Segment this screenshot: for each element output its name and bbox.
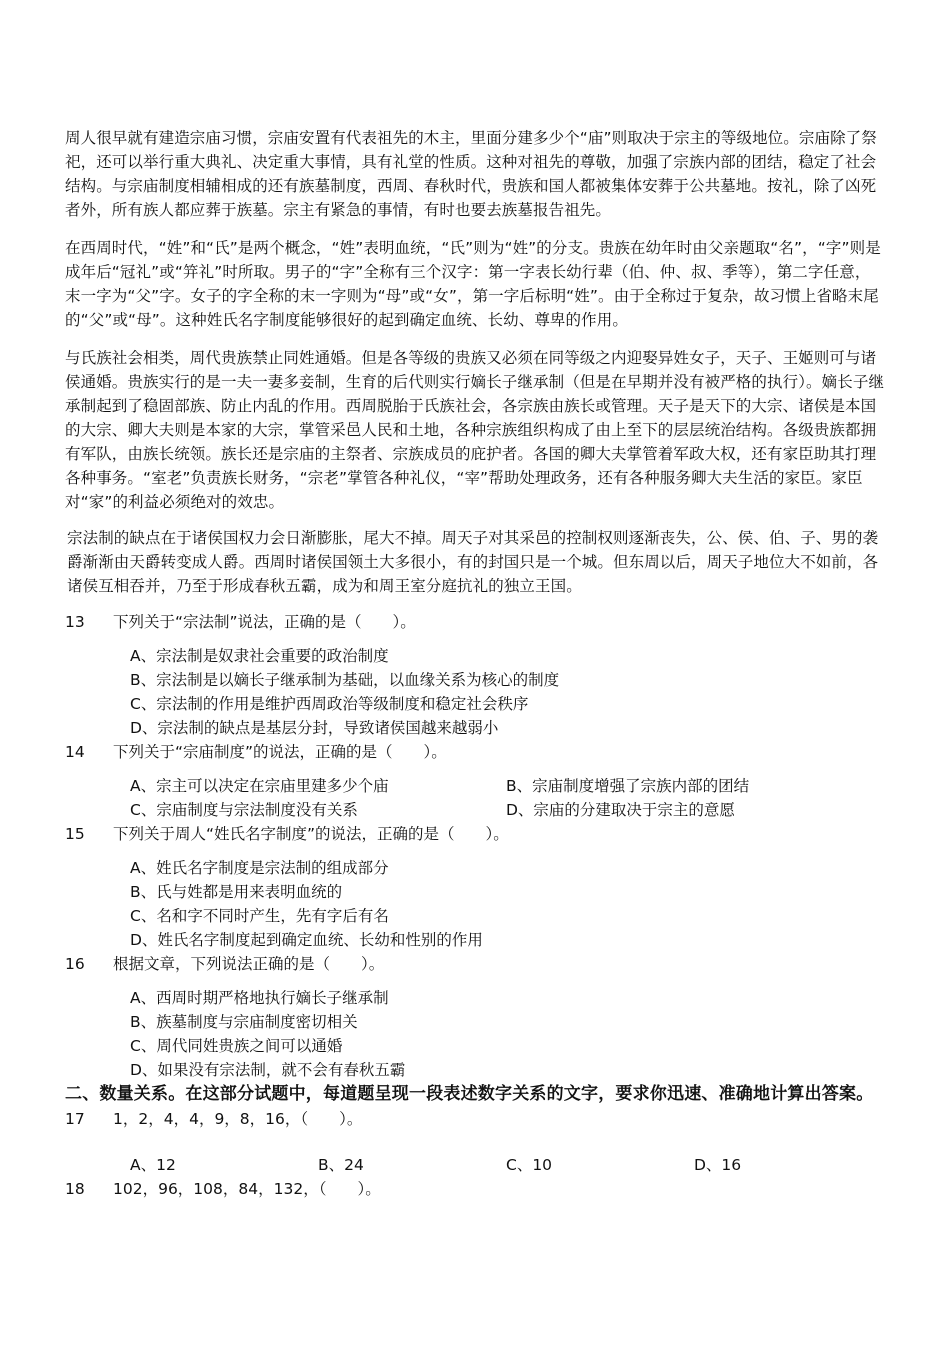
question-text: 下列关于“宗法制”说法，正确的是（ ）。 xyxy=(113,613,416,631)
question-text: 102，96，108，84，132，（ ）。 xyxy=(113,1180,381,1198)
question-number: 17 xyxy=(65,1110,85,1128)
question-17-options xyxy=(130,1153,886,1177)
option-b: B、宗庙制度增强了宗族内部的团结 xyxy=(506,777,750,795)
option-b: B、氏与姓都是用来表明血统的 xyxy=(130,883,343,901)
option-b: B、宗法制是以嫡长子继承制为基础，以血缘关系为核心的制度 xyxy=(130,671,560,689)
question-text: 下列关于周人“姓氏名字制度”的说法，正确的是（ ）。 xyxy=(113,825,509,843)
option-c: C、周代同姓贵族之间可以通婚 xyxy=(130,1037,343,1055)
question-text: 根据文章，下列说法正确的是（ ）。 xyxy=(113,955,385,973)
passage-paragraph-1: 周人很早就有建造宗庙习惯，宗庙安置有代表祖先的木主，里面分建多少个“庙”则取决于宗主的等级地位。宗庙除了祭祀，还可以举行重大典礼、决定重大事情，具有礼堂的性质。这种对祖先的尊敬，加强了宗族内部的团结，稳定了社会结构。与宗庙制度相辅相成的还有族墓制度，西周、春秋时代，贵族和国人都被集体安葬于公共墓地。按礼，除了凶死者外，所有族人都应葬于族墓。宗主有紧急的事情，有时也要去族墓报告祖先。 xyxy=(65,129,877,219)
question-16-options xyxy=(130,986,886,1082)
question-13 xyxy=(65,610,886,634)
question-14-options xyxy=(130,774,886,822)
passage-paragraph-2: 在西周时代，“姓”和“氏”是两个概念，“姓”表明血统，“氏”则为“姓”的分支。贵族在幼年时由父亲题取“名”，“字”则是成年后“冠礼”或“笄礼”时所取。男子的“字”全称有三个汉字：第一字表长幼行辈（伯、仲、叔、季等），第二字任意，末一字为“父”字。女子的字全称的末一字则为“母”或“女”，第一字后标明“姓”。由于全称过于复杂，故习惯上省略末尾的“父”或“母”。这种姓氏名字制度能够很好的起到确定血统、长幼、尊卑的作用。 xyxy=(65,239,881,329)
question-17 xyxy=(65,1107,886,1131)
option-b: B、族墓制度与宗庙制度密切相关 xyxy=(130,1013,358,1031)
option-a: A、西周时期严格地执行嫡长子继承制 xyxy=(130,989,389,1007)
question-16 xyxy=(65,952,886,976)
passage-paragraph-4: 宗法制的缺点在于诸侯国权力会日渐膨胀，尾大不掉。周天子对其采邑的控制权则逐渐丧失，公、侯、伯、子、男的袭爵渐渐由天爵转变成人爵。西周时诸侯国领土大多很小，有的封国只是一个城。但东周以后，周天子地位大不如前，各诸侯互相吞并，乃至于形成春秋五霸，成为和周王室分庭抗礼的独立王国。 xyxy=(67,529,879,595)
option-d: D、16 xyxy=(694,1156,742,1174)
question-13-options xyxy=(130,644,886,740)
question-15 xyxy=(65,822,886,846)
option-a: A、宗主可以决定在宗庙里建多少个庙 xyxy=(130,777,389,795)
option-a: A、12 xyxy=(130,1156,176,1174)
option-d: D、如果没有宗法制，就不会有春秋五霸 xyxy=(130,1061,406,1079)
question-number: 18 xyxy=(65,1180,85,1198)
passage-paragraph-3: 与氏族社会相类，周代贵族禁止同姓通婚。但是各等级的贵族又必须在同等级之内迎娶异姓女子，天子、王姬则可与诸侯通婚。贵族实行的是一夫一妻多妾制，生育的后代则实行嫡长子继承制（但是在早期并没有被严格的执行）。嫡长子继承制起到了稳固部族、防止内乱的作用。西周脱胎于氏族社会，各宗族由族长或管理。天子是天下的大宗、诸侯是本国的大宗、卿大夫则是本家的大宗，掌管采邑人民和土地，各种宗族组织构成了由上至下的层层统治结构。各级贵族都拥有军队，由族长统领。族长还是宗庙的主祭者、宗族成员的庇护者。各国的卿大夫掌管着军政大权，还有家臣助其打理各种事务。“室老”负责族长财务，“宗老”掌管各种礼仪，“宰”帮助处理政务，还有各种服务卿大夫生活的家臣。家臣对“家”的利益必须绝对的效忠。 xyxy=(65,349,885,511)
section-2-title: 二、数量关系。在这部分试题中，每道题呈现一段表述数字关系的文字，要求你迅速、准确地计算出答案。 xyxy=(65,1084,874,1104)
option-c: C、宗法制的作用是维护西周政治等级制度和稳定社会秩序 xyxy=(130,695,529,713)
option-d: D、宗法制的缺点是基层分封，导致诸侯国越来越弱小 xyxy=(130,719,499,737)
question-18 xyxy=(65,1177,886,1201)
option-a: A、宗法制是奴隶社会重要的政治制度 xyxy=(130,647,389,665)
option-c: C、名和字不同时产生，先有字后有名 xyxy=(130,907,389,925)
question-15-options xyxy=(130,856,886,952)
option-d: D、宗庙的分建取决于宗主的意愿 xyxy=(506,801,735,819)
question-number: 14 xyxy=(65,743,85,761)
question-14 xyxy=(65,740,886,764)
option-c: C、10 xyxy=(506,1156,553,1174)
option-a: A、姓氏名字制度是宗法制的组成部分 xyxy=(130,859,389,877)
question-text: 下列关于“宗庙制度”的说法，正确的是（ ）。 xyxy=(113,743,447,761)
question-text: 1，2，4，4，9，8，16，（ ）。 xyxy=(113,1110,363,1128)
option-c: C、宗庙制度与宗法制度没有关系 xyxy=(130,801,358,819)
question-number: 13 xyxy=(65,613,85,631)
question-number: 15 xyxy=(65,825,85,843)
option-d: D、姓氏名字制度起到确定血统、长幼和性别的作用 xyxy=(130,931,483,949)
option-b: B、24 xyxy=(318,1156,364,1174)
question-number: 16 xyxy=(65,955,85,973)
